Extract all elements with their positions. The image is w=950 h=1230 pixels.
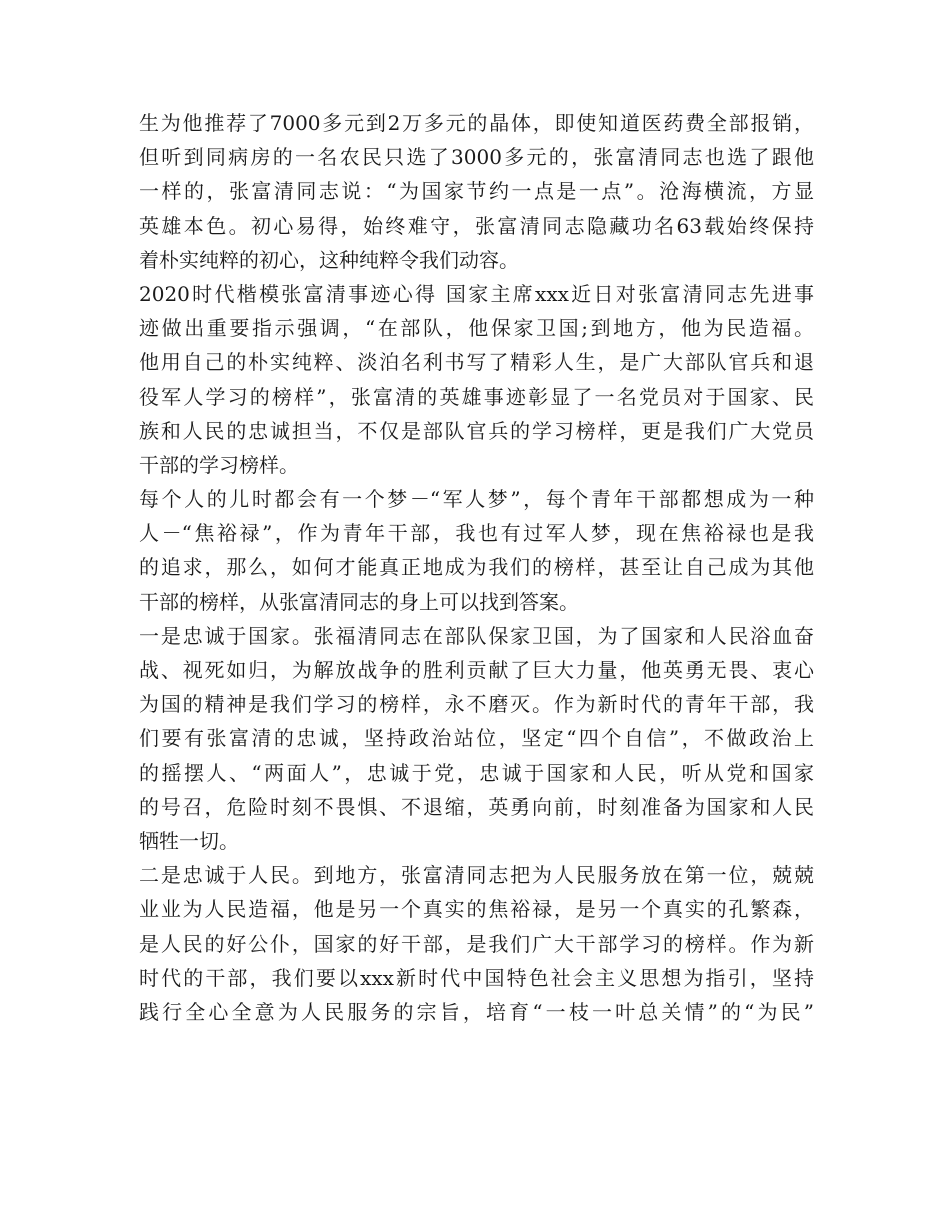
text-line: 的追求，那么，如何才能真正地成为我们的榜样，甚至让自己成为其他: [139, 555, 814, 580]
text-line: 业业为人民造福，他是另一个真实的焦裕禄，是另一个真实的孔繁森，: [139, 897, 814, 922]
text-line: 2020时代楷模张富清事迹心得 国家主席xxx近日对张富清同志先进事: [139, 281, 814, 306]
text-line: 的摇摆人、“两面人”，忠诚于党，忠诚于国家和人民，听从党和国家: [139, 760, 814, 785]
text-line: 是人民的好公仆，国家的好干部，是我们广大干部学习的榜样。作为新: [139, 931, 814, 956]
document-body: [139, 106, 814, 1029]
text-line: 一是忠诚于国家。张福清同志在部队保家卫国，为了国家和人民浴血奋: [139, 623, 814, 648]
text-line: 的号召，危险时刻不畏惧、不退缩，英勇向前，时刻准备为国家和人民: [139, 794, 814, 819]
text-line: 生为他推荐了7000多元到2万多元的晶体，即使知道医药费全部报销，: [139, 111, 814, 135]
text-line: 干部的学习榜样。: [139, 452, 299, 477]
text-line: 迹做出重要指示强调，“在部队，他保家卫国;到地方，他为民造福。: [139, 316, 814, 341]
text-line: 英雄本色。初心易得，始终难守，张富清同志隐藏功名63载始终保持: [139, 213, 814, 238]
text-line: 人－“焦裕禄”，作为青年干部，我也有过军人梦，现在焦裕禄也是我: [139, 521, 814, 546]
text-line: 牺牲一切。: [139, 828, 239, 853]
text-line: 干部的榜样，从张富清同志的身上可以找到答案。: [139, 589, 579, 614]
text-line: 为国的精神是我们学习的榜样，永不磨灭。作为新时代的青年干部，我: [139, 692, 814, 717]
text-line: 族和人民的忠诚担当，不仅是部队官兵的学习榜样，更是我们广大党员: [139, 418, 814, 443]
text-line: 践行全心全意为人民服务的宗旨，培育“一枝一叶总关情”的“为民”: [139, 999, 814, 1024]
text-line: 战、视死如归，为解放战争的胜利贡献了巨大力量，他英勇无畏、衷心: [139, 658, 814, 682]
text-line: 役军人学习的榜样”，张富清的英雄事迹彰显了一名党员对于国家、民: [139, 384, 814, 409]
text-line: 一样的，张富清同志说：“为国家节约一点是一点”。沧海横流，方显: [139, 179, 814, 204]
text-line: 二是忠诚于人民。到地方，张富清同志把为人民服务放在第一位，兢兢: [139, 863, 814, 888]
text-line: 着朴实纯粹的初心，这种纯粹令我们动容。: [139, 247, 519, 272]
text-line: 但听到同病房的一名农民只选了3000多元的，张富清同志也选了跟他: [139, 145, 814, 170]
text-line: 每个人的儿时都会有一个梦－“军人梦”，每个青年干部都想成为一种: [139, 487, 814, 512]
text-line: 们要有张富清的忠诚，坚持政治站位，坚定“四个自信”，不做政治上: [139, 726, 814, 751]
text-line: 他用自己的朴实纯粹、淡泊名利书写了精彩人生，是广大部队官兵和退: [139, 350, 814, 375]
text-line: 时代的干部，我们要以xxx新时代中国特色社会主义思想为指引，坚持: [139, 965, 814, 990]
